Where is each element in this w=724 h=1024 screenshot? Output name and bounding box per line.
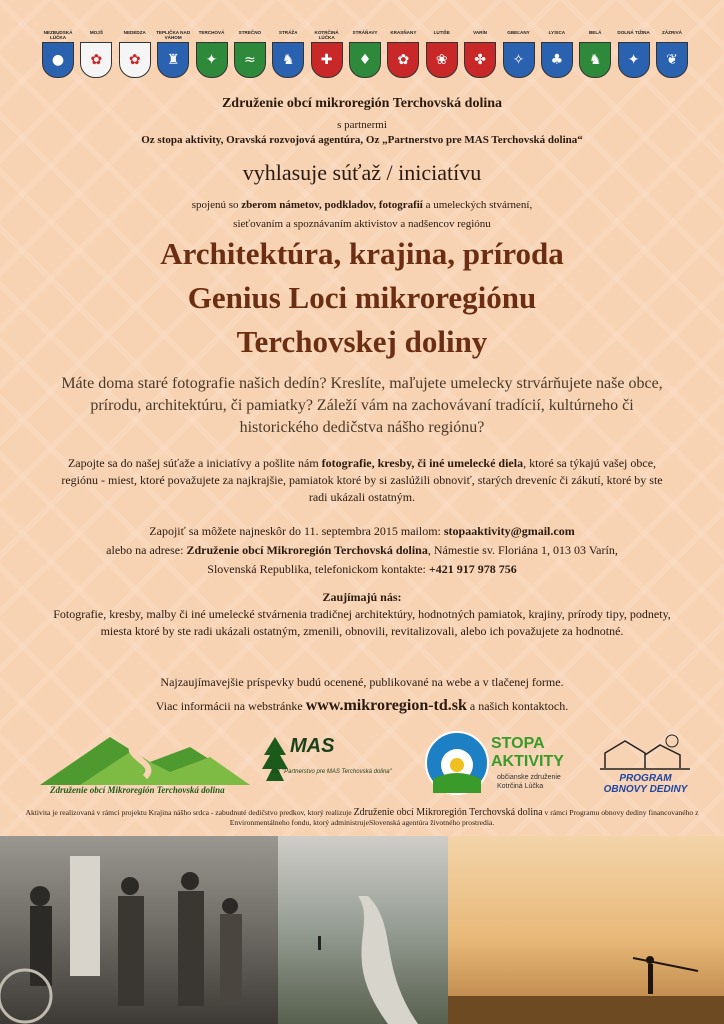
- stopa-sub-2: Kotrčiná Lúčka: [497, 783, 544, 790]
- coat-of-arms-icon: ♞: [272, 42, 304, 78]
- coat-of-arms-icon: ♦: [349, 42, 381, 78]
- contact-line-2: [30, 541, 694, 560]
- crest: [232, 30, 268, 78]
- interest-title: Zaujímajú nás:: [322, 590, 402, 604]
- footnote-post: v rámci Programu obnovy dediny financovaného z Environmentálneho fondu, ktorý administrujeSlovenská agentúra životného prostredia.: [229, 808, 699, 827]
- contact-phone: +421 917 978 756: [428, 562, 517, 576]
- crest-name: BELÁ: [588, 30, 602, 35]
- tree-icon: [260, 735, 290, 785]
- website-link[interactable]: www.mikroregion-td.sk: [305, 697, 467, 714]
- crest-name: NEZBUDSKÁ LÚČKA: [43, 30, 73, 40]
- contact-email[interactable]: stopaaktivity@gmail.com: [443, 524, 575, 538]
- coat-of-arms-icon: ♣: [541, 42, 573, 78]
- coat-of-arms-icon: ✤: [464, 42, 496, 78]
- crest: [654, 30, 690, 78]
- flower-icon: [425, 731, 489, 795]
- coat-of-arms-icon: ♞: [579, 42, 611, 78]
- stopa-title-2: AKTIVITY: [491, 753, 564, 770]
- sub1-bold: zberom námetov, podkladov, fotografií: [241, 199, 423, 211]
- crest-row: [40, 30, 690, 78]
- mikroregion-logo: [40, 727, 250, 802]
- partners: Oz stopa aktivity, Oravská rozvojová agentúra, Oz „Partnerstvo pre MAS Terchovská dolina“: [141, 134, 583, 146]
- crest-name: VARÍN: [473, 30, 488, 35]
- crest-name: GBEĽANY: [507, 30, 530, 35]
- crest-name: KOTRČINÁ LÚČKA: [314, 30, 339, 40]
- more-pre: Viac informácii na webstránke: [155, 699, 306, 713]
- invite-pre: Zapojte sa do našej súťaže a iniciatívy a pošlite nám: [67, 456, 322, 470]
- contact-line-1: [30, 522, 694, 541]
- crest: [40, 30, 76, 78]
- coat-of-arms-icon: ✿: [119, 42, 151, 78]
- title-line-3: Terchovskej doliny: [236, 324, 488, 359]
- partner-logos: [40, 727, 690, 807]
- program-line-2: OBNOVY DEDINY: [603, 784, 688, 795]
- crest-name: LUTIŠE: [433, 30, 450, 35]
- crest-name: STRÁŇAVY: [352, 30, 378, 35]
- more-post: a našich kontaktoch.: [466, 699, 569, 713]
- crest: [117, 30, 153, 78]
- crest-name: LYSICA: [548, 30, 566, 35]
- crest-name: STRÁŽA: [278, 30, 298, 35]
- crest: [385, 30, 421, 78]
- crest: [270, 30, 306, 78]
- coat-of-arms-icon: ✿: [387, 42, 419, 78]
- crest: [194, 30, 230, 78]
- contact-deadline: Zapojiť sa môžete najneskôr do 11. septembra 2015 mailom:: [149, 524, 444, 538]
- invite-paragraph: [60, 455, 664, 506]
- contact-line-3: [30, 560, 694, 579]
- crest: [347, 30, 383, 78]
- program-obnovy-logo: [595, 733, 690, 803]
- coat-of-arms-icon: ✦: [618, 42, 650, 78]
- crest-name: KRASŇANY: [390, 30, 417, 35]
- coat-of-arms-icon: ❦: [656, 42, 688, 78]
- misty-road-photo: [278, 836, 448, 1024]
- title-line-1: Architektúra, krajina, príroda: [160, 236, 564, 271]
- village-sketch-icon: [600, 733, 690, 773]
- crest-name: STREČNO: [238, 30, 262, 35]
- more-info: [0, 697, 724, 715]
- stopa-title-1: STOPA: [491, 735, 545, 752]
- stopa-sub-1: občianske združenie: [497, 774, 561, 781]
- mas-logo: [260, 735, 415, 795]
- mikroregion-logo-text: Združenie obcí Mikroregión Terchovská dolina: [50, 785, 225, 795]
- sub1-post: a umeleckých stvárnení,: [422, 199, 533, 211]
- subtitle-line-2: sieťovaním a spoznávaním aktivistov a nadšencov regiónu: [233, 218, 491, 230]
- address-name: Združenie obcí Mikroregión Terchovská dolina: [186, 543, 428, 557]
- mountain-logo-icon: [40, 727, 250, 787]
- footnote-pre: Aktivita je realizovaná v rámci projektu Krajina nášho srdca - zabudnuté dedičstvo predkov, ktorý realizuje: [25, 808, 354, 817]
- footnote: [20, 808, 704, 828]
- program-line-1: PROGRAM: [619, 773, 672, 784]
- coat-of-arms-icon: ✿: [80, 42, 112, 78]
- mas-subtitle: OZ "Partnerstvo pre MAS Terchovská dolina": [272, 769, 392, 775]
- crest-name: ZÁZRIVÁ: [662, 30, 682, 35]
- crest: [424, 30, 460, 78]
- crest: [577, 30, 613, 78]
- sunset-field-photo: [448, 836, 724, 1024]
- crest-name: TERCHOVÁ: [198, 30, 225, 35]
- subtitle-line-1: [0, 199, 724, 211]
- question-paragraph: Máte doma staré fotografie našich dedín? Kreslíte, maľujete umelecky strvárňujete naše obce, prírodu, architektúru, či pamiatky? Záleží vám na zachovávaní tradícií, kultúrneho či historického dedičstva nášho regiónu?: [61, 375, 663, 436]
- crest: [155, 30, 191, 78]
- crest-name: TEPLIČKA NAD VÁHOM: [156, 30, 191, 40]
- contact-block: [30, 522, 694, 579]
- footnote-bold: Združenie obcí Mikroregión Terchovská dolina: [353, 807, 543, 818]
- coat-of-arms-icon: ≈: [234, 42, 266, 78]
- coat-of-arms-icon: ✧: [503, 42, 535, 78]
- historic-group-photo: [0, 836, 278, 1024]
- photo-strip: [0, 836, 724, 1024]
- mas-title: MAS: [290, 735, 335, 757]
- announcement: vyhlasuje súťaž / iniciatívu: [242, 160, 482, 185]
- crest: [616, 30, 652, 78]
- crest: [462, 30, 498, 78]
- sub1-pre: spojenú so: [191, 199, 242, 211]
- program-text: [603, 773, 688, 795]
- crest: [309, 30, 345, 78]
- coat-of-arms-icon: ✚: [311, 42, 343, 78]
- crest: [78, 30, 114, 78]
- coat-of-arms-icon: ♜: [157, 42, 189, 78]
- crest-name: MOJŠ: [89, 30, 103, 35]
- coat-of-arms-icon: ✦: [196, 42, 228, 78]
- invite-post: , ktoré sa týkajú vašej obce, regiónu - miest, ktoré považujete za najkrajšie, pamiatok ktoré by si zaslúžili obnoviť, starých dreveníc či zákutí, ktoré by ste radi ukázali ostatným.: [61, 456, 663, 504]
- address-pre: alebo na adrese:: [106, 543, 187, 557]
- organizer: Združenie obcí mikroregión Terchovská dolina: [221, 96, 503, 111]
- title-line-2: Genius Loci mikroregiónu: [187, 280, 537, 315]
- crest-name: DOLNÁ TIŽINA: [617, 30, 650, 35]
- phone-pre: Slovenská Republika, telefonickom kontakte:: [207, 562, 429, 576]
- coat-of-arms-icon: ●: [42, 42, 74, 78]
- interest-text: Fotografie, kresby, malby či iné umelecké stvárnenia tradičnej architektúry, hodnotných pamiatok, krajiny, prírody tipy, podnety, miesta ktoré by ste radi ukázali ostatným, zmenili, obnovili, revitalizovali, alebo ich považujete za hodnotné.: [53, 607, 671, 638]
- crest: [501, 30, 537, 78]
- crest-name: NEDEDZA: [123, 30, 146, 35]
- partners-intro: s partnermi: [337, 119, 387, 131]
- best-entries-note: Najzaujímavejšie príspevky budú ocenené, publikované na webe a v tlačenej forme.: [160, 675, 564, 689]
- invite-bold: fotografie, kresby, či iné umelecké diela: [321, 456, 524, 470]
- stopa-aktivity-logo: [425, 731, 590, 801]
- address-post: , Námestie sv. Floriána 1, 013 03 Varín,: [427, 543, 618, 557]
- coat-of-arms-icon: ❀: [426, 42, 458, 78]
- crest: [539, 30, 575, 78]
